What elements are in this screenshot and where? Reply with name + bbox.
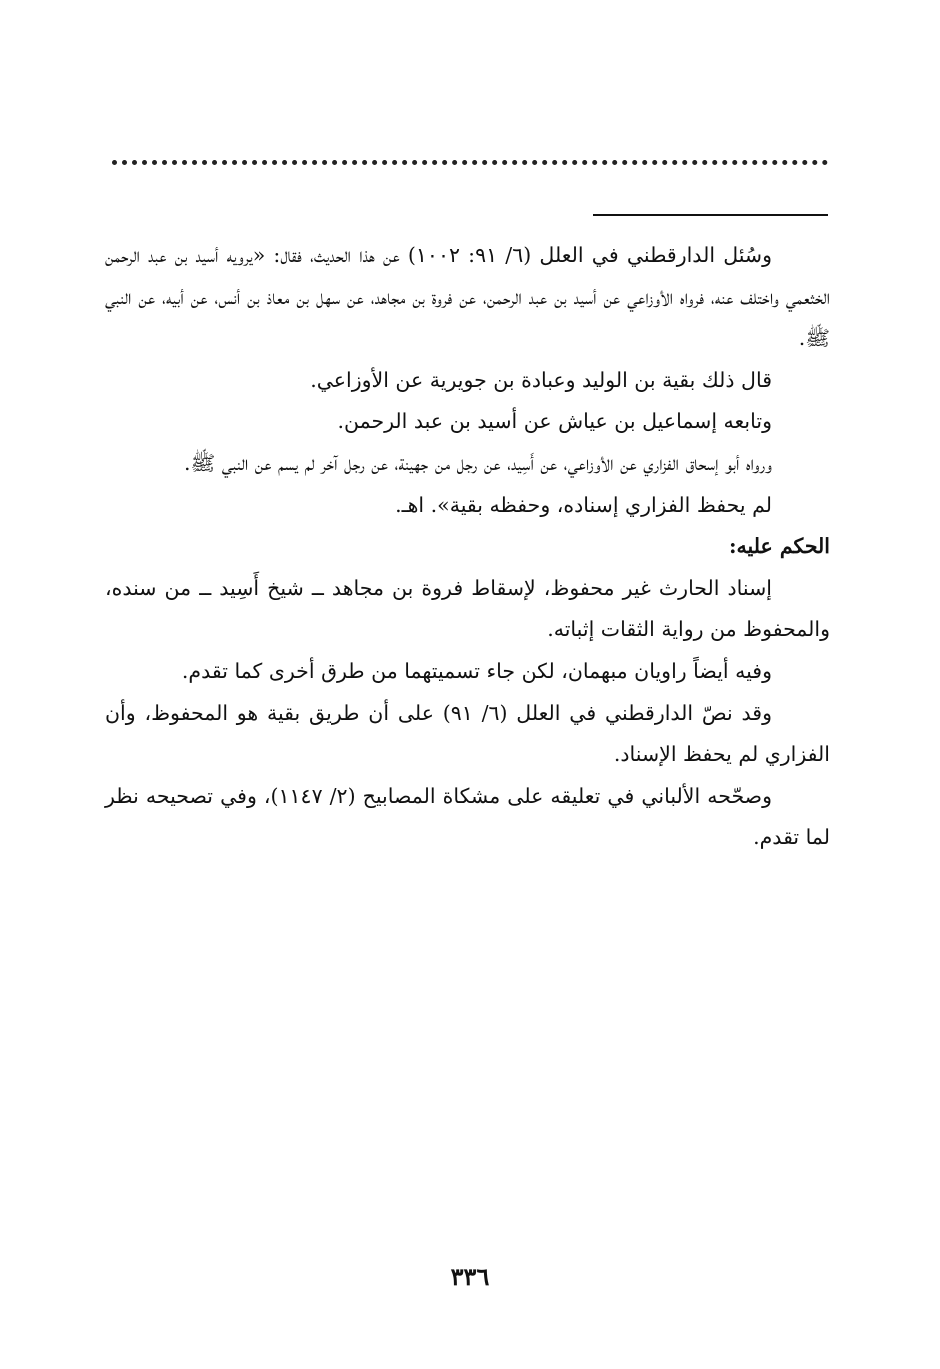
section-heading: الحكم عليه: (728, 534, 830, 559)
paragraph-baqiyya: قال ذلك بقية بن الوليد وعبادة بن جويرية عن الأوزاعي. (310, 367, 772, 392)
paragraph-daraqutni-quote: وسُئل الدارقطني في العلل (٦/ ٩١: ١٠٠٢) عن هذا الحديث، فقال: «يرويه أسيد بن عبد الرحمن الخثعمي واختلف عنه، فرواه الأوزاعي عن أسيد بن عبد الرحمن، عن فروة بن مجاهد، عن سهل بن معاذ بن أنس، عن أبيه، عن النبي ﷺ. (105, 243, 830, 351)
paragraph-ruling-daraqutni: وقد نصّ الدارقطني في العلل (٦/ ٩١) على أن طريق بقية هو المحفوظ، وأن الفزاري لم يحفظ الإسناد. (105, 700, 830, 767)
paragraph-ruling-albani: وصحّحه الألباني في تعليقه على مشكاة المصابيح (٢/ ١١٤٧)، وفي تصحيحه نظر لما تقدم. (105, 783, 830, 850)
dotted-separator (112, 160, 828, 175)
paragraph-quote-end: لم يحفظ الفزاري إسناده، وحفظه بقية». اهـ. (395, 492, 772, 517)
footnote-separator-line (593, 214, 828, 216)
paragraph-ismail: وتابعه إسماعيل بن عياش عن أسيد بن عبد الرحمن. (337, 409, 772, 434)
paragraph-ruling-isnad: إسناد الحارث غير محفوظ، لإسقاط فروة بن مجاهد ــ شيخ أَسِيد ــ من سنده، والمحفوظ من رواية الثقات إثباته. (105, 575, 830, 642)
paragraph-ruling-narrators: وفيه أيضاً راويان مبهمان، لكن جاء تسميتهما من طرق أخرى كما تقدم. (181, 658, 772, 683)
page-body-text (105, 235, 830, 859)
paragraph-fazari: ورواه أبو إسحاق الفزاري عن الأوزاعي، عن أَسِيد، عن رجل من جهينة، عن رجل آخر لم يسم عن النبي ﷺ. (184, 450, 772, 475)
page-number: ٣٣٦ (450, 1262, 490, 1291)
